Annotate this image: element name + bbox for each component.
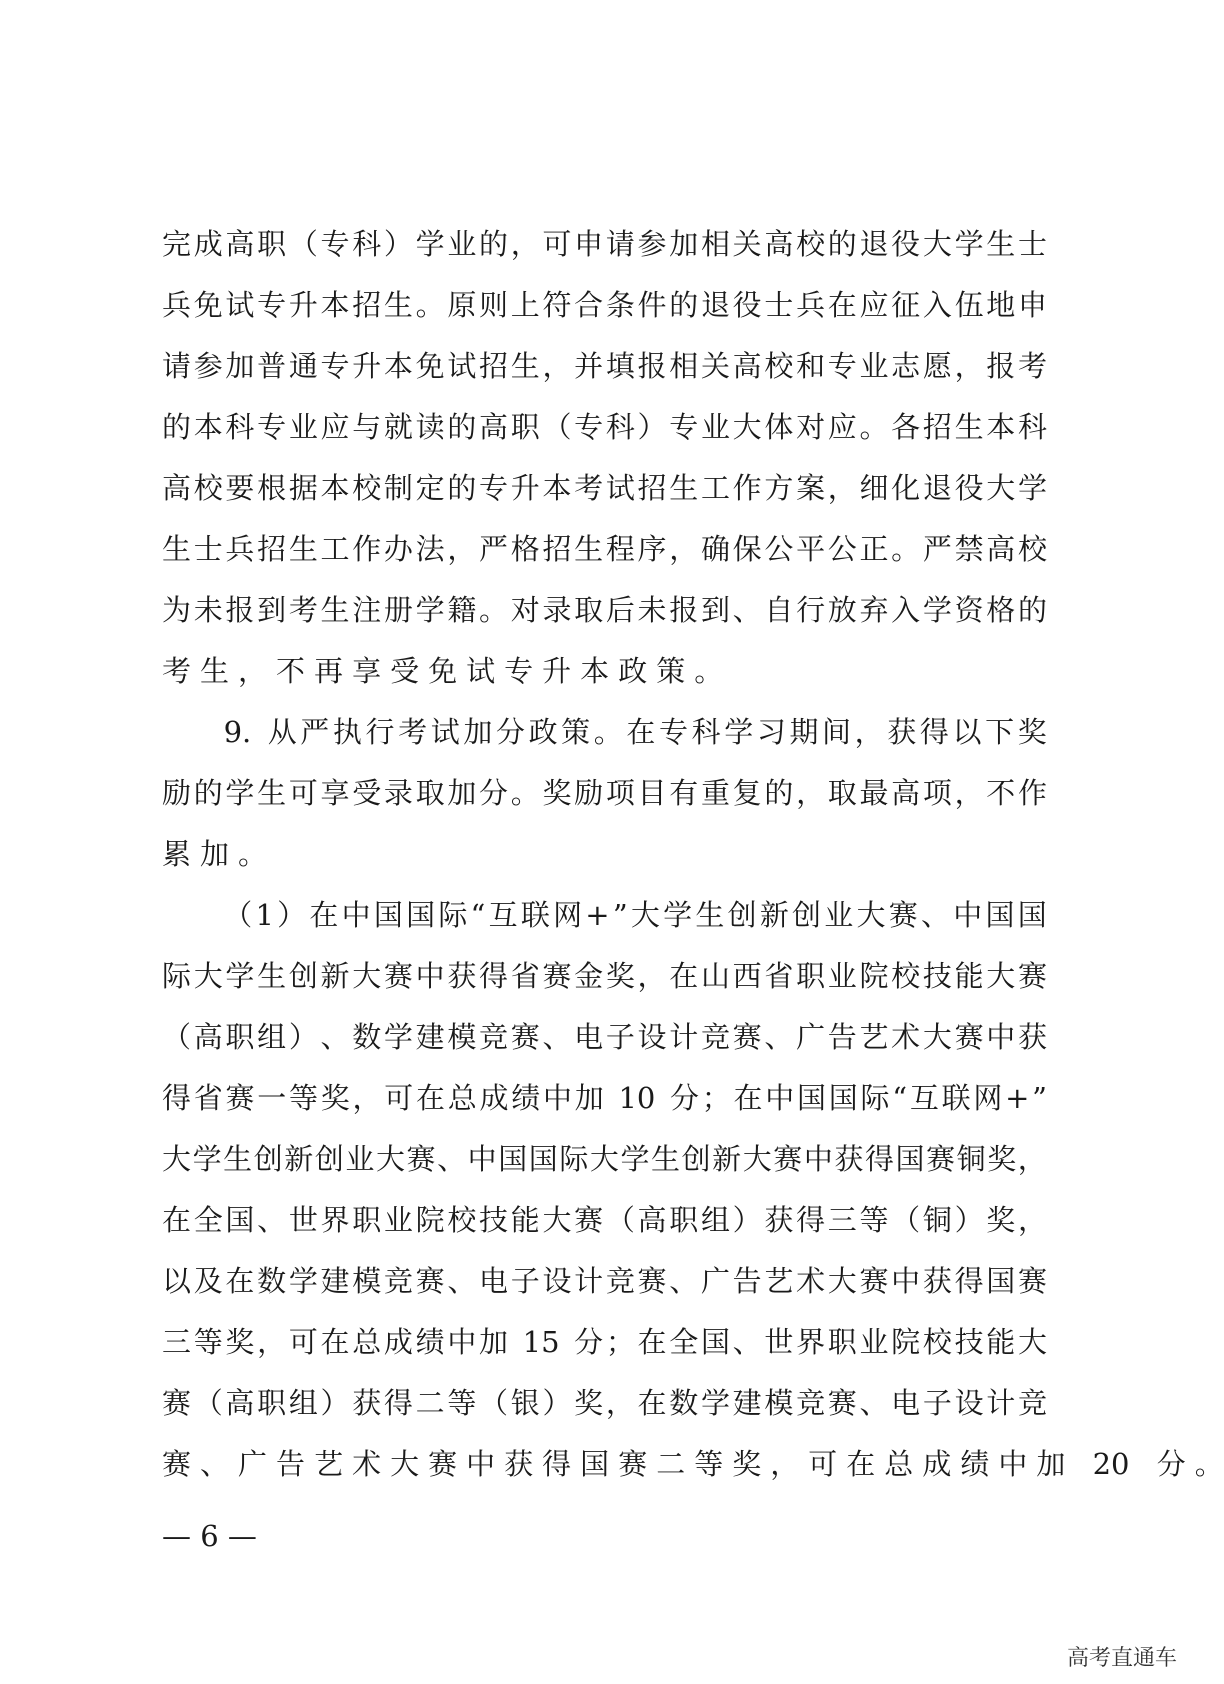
text-line: 考 生 ， 不 再 享 受 免 试 专 升 本 政 策 。 bbox=[162, 654, 724, 688]
watermark: 高考直通车 bbox=[1066, 1646, 1177, 1671]
text-line: 完 成 高 职 （ 专 科 ） 学 业 的 ， 可 申 请 参 加 相 关 高 校 的 退 役 大 学 生 士 bbox=[162, 227, 1047, 261]
text-line: 兵 免 试 专 升 本 招 生 。 原 则 上 符 合 条 件 的 退 役 士 兵 在 应 征 入 伍 地 申 bbox=[162, 288, 1047, 322]
text-line: 为 未 报 到 考 生 注 册 学 籍 。 对 录 取 后 未 报 到 、 自 行 放 弃 入 学 资 格 的 bbox=[162, 593, 1047, 627]
text-line: 赛 （ 高 职 组 ） 获 得 二 等 （ 银 ） 奖 ， 在 数 学 建 模 竞 赛 、 电 子 设 计 竞 bbox=[162, 1386, 1047, 1420]
text-line: 得 省 赛 一 等 奖 ， 可 在 总 成 绩 中 加 10 分 ； 在 中 国 国 际 “ 互 联 网 + ” bbox=[162, 1081, 1047, 1115]
text-line: 以 及 在 数 学 建 模 竞 赛 、 电 子 设 计 竞 赛 、 广 告 艺 术 大 赛 中 获 得 国 赛 bbox=[162, 1264, 1047, 1298]
text-line: 赛 、 广 告 艺 术 大 赛 中 获 得 国 赛 二 等 奖 ， 可 在 总 成 绩 中 加 20 分 。 bbox=[162, 1447, 1224, 1481]
text-line: （ 1 ） 在 中 国 国 际 “ 互 联 网 + ” 大 学 生 创 新 创 业 大 赛 、 中 国 国 bbox=[223, 898, 1047, 932]
text-line: （ 高 职 组 ） 、 数 学 建 模 竞 赛 、 电 子 设 计 竞 赛 、 广 告 艺 术 大 赛 中 获 bbox=[162, 1020, 1047, 1054]
page-number: — 6 — bbox=[162, 1519, 257, 1553]
body-text bbox=[162, 214, 1224, 1495]
text-line: 生 士 兵 招 生 工 作 办 法 ， 严 格 招 生 程 序 ， 确 保 公 平 公 正 。 严 禁 高 校 bbox=[162, 532, 1047, 566]
text-line: 励 的 学 生 可 享 受 录 取 加 分 。 奖 励 项 目 有 重 复 的 ， 取 最 高 项 ， 不 作 bbox=[162, 776, 1047, 810]
text-line: 大 学 生 创 新 创 业 大 赛 、 中 国 国 际 大 学 生 创 新 大 赛 中 获 得 国 赛 铜 奖 ， bbox=[162, 1142, 1047, 1176]
text-line: 三 等 奖 ， 可 在 总 成 绩 中 加 15 分 ； 在 全 国 、 世 界 职 业 院 校 技 能 大 bbox=[162, 1325, 1047, 1359]
text-line: 在 全 国 、 世 界 职 业 院 校 技 能 大 赛 （ 高 职 组 ） 获 得 三 等 （ 铜 ） 奖 ， bbox=[162, 1203, 1047, 1237]
text-line: 际 大 学 生 创 新 大 赛 中 获 得 省 赛 金 奖 ， 在 山 西 省 职 业 院 校 技 能 大 赛 bbox=[162, 959, 1047, 993]
text-line: 9. 从 严 执 行 考 试 加 分 政 策 。 在 专 科 学 习 期 间 ， 获 得 以 下 奖 bbox=[223, 715, 1047, 749]
text-line: 高 校 要 根 据 本 校 制 定 的 专 升 本 考 试 招 生 工 作 方 案 ， 细 化 退 役 大 学 bbox=[162, 471, 1047, 505]
text-line: 累 加 。 bbox=[162, 837, 268, 871]
text-line: 请 参 加 普 通 专 升 本 免 试 招 生 ， 并 填 报 相 关 高 校 和 专 业 志 愿 ， 报 考 bbox=[162, 349, 1047, 383]
text-line: 的 本 科 专 业 应 与 就 读 的 高 职 （ 专 科 ） 专 业 大 体 对 应 。 各 招 生 本 科 bbox=[162, 410, 1047, 444]
